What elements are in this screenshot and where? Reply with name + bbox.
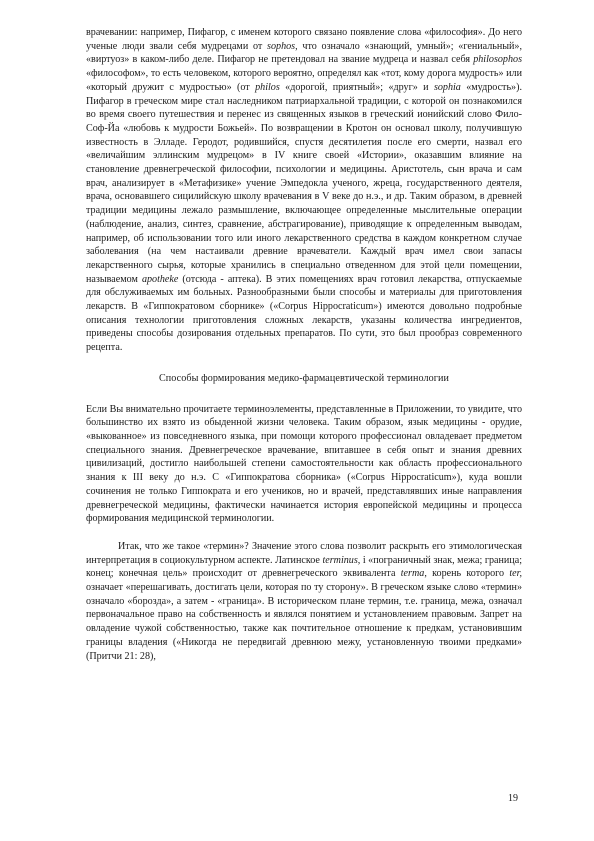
text-run: Итак, что же такое «термин»? Значение этого слова позволит раскрыть его этимологическая интерпретация в социокультурном аспекте. Латинское bbox=[86, 540, 522, 566]
italic-term: apotheke bbox=[141, 273, 179, 285]
text-run: (отсюда - аптека). В этих помещениях врач готовил лекарства, отпускаемые для обслуживаемых им больных. Разнообразными были способы и материалы для приготовления лекарств. В «Гиппократовом сборнике» («Corpus Hippocraticum») имеются довольно подробные описания технологии приготовления сложных лекарств, указаны количества ингредиентов, приведены способы дозирования отдельных препаратов. По сути, это был прообраз современного рецепта. bbox=[86, 273, 522, 354]
section-heading: Способы формирования медико-фармацевтической терминологии bbox=[158, 372, 450, 384]
text-run: , корень которого bbox=[424, 568, 510, 580]
text-run: «философом», то есть человеком, которого вероятно, определял как «тот, кому дорога мудрость» или «который дружит с мудростью» (от bbox=[86, 68, 522, 93]
paragraph-history bbox=[86, 26, 522, 355]
text-run: «мудрость»). Пифагор в греческом мире стал наследником патриархальной традиции, с которой он познакомился во время своего путешествия и перенес из священных языков в греческий ионийский слово Фило-Соф-Йа «любовь к мудрости Божьей». По возвращении в Кротон он основал школу, получившую известность в Элладе. Геродот, родившийся, спустя десятилетия после его смерти, назвал его «величайшим эллинским мудрецом» в IV книге своей «Истории», оказавшим влияние на становление древнегреческой философии, психологии и медицины. Аристотель, сын врача и сам врач, анализирует в «Метафизике» учение Эмпедокла ученого, жреца, государственного деятеля, врача, основавшего сицилийскую школу врачевания в V веке до н.э., и др. Таким образом, в древней традиции медицины лежало размышление, включающее определенные мыслительные операции (наблюдение, анализ, синтез, сравнение, абстрагирование), приводящие к определенным выводам, например, об использовании того или иного лекарственного средства в каждом конкретном случае заболевания (на чем настаивали древние врачеватели. Каждый врач имел свои запасы лекарственного сырья, которые хранились в специально отведенном для этой цели помещении, называемом bbox=[86, 81, 522, 285]
italic-term: philosophos bbox=[473, 54, 522, 66]
text-run: Если Вы внимательно прочитаете терминоэлементы, представленные в Приложении, то увидите, что большинство их взято из обыденной жизни человека. Таким образом, язык медицины - орудие, «выкованное» из повседневного языка, при помощи которого профессионал овладевает предметом специального знания. Древнегреческое врачевание, впитавшее в себя опыт и знания древних цивилизаций, достигло наибольшей степени самостоятельности как область профессионального знания к III веку до н.э. С «Гиппократова сборника» («Corpus Hippocraticum»), куда вошли сочинения не только Гиппократа и его учеников, но и врачей, представлявших иные направления древнегреческой медицины, фактически начинается история европейской медицины и процесса формирования медицинской терминологии. bbox=[86, 403, 522, 525]
text-run: означает «перешагивать, достигать цели, которая по ту сторону». В греческом языке слово «термин» означало «борозда», а затем - «граница». В историческом плане термин, т.е. граница, межа, означал первоначальное право на собственность и являлся понятием и установлением правовым. Запрет на овладение чужой собственностью, также как почтительное отношение к предкам, установившим границы владения («Никогда не передвигай древнюю межу, установленную твоими предками» (Притчи 21: 28), bbox=[86, 582, 522, 662]
italic-term: sophia bbox=[433, 81, 461, 93]
text-run: что означало «знающий, умный»; «гениальный», «виртуоз» в каком-либо деле. Пифагор не претендовал на звание мудреца и назвал себя bbox=[86, 40, 522, 66]
italic-term: philos bbox=[255, 81, 280, 93]
paragraph-terminology-elements bbox=[86, 403, 522, 526]
page-content bbox=[86, 26, 522, 663]
text-run: врачевании: например, Пифагор, с именем которого связано появление слова «философия». До него ученые люди звали себя мудрецами от bbox=[86, 27, 522, 52]
text-run: «дорогой, приятный»; «друг» и bbox=[279, 81, 434, 93]
text-run: i «пограничный знак, межа; граница; конец; конечная цель» происходит от древнегреческого эквивалента bbox=[86, 554, 522, 580]
paragraph-term-definition bbox=[86, 540, 522, 663]
paragraph-gap bbox=[86, 526, 522, 540]
italic-term: ter, bbox=[509, 568, 522, 580]
italic-term: terminus, bbox=[322, 554, 361, 566]
italic-term: sophos, bbox=[267, 40, 298, 52]
page-number: 19 bbox=[508, 793, 518, 804]
italic-term: terma bbox=[400, 568, 425, 580]
